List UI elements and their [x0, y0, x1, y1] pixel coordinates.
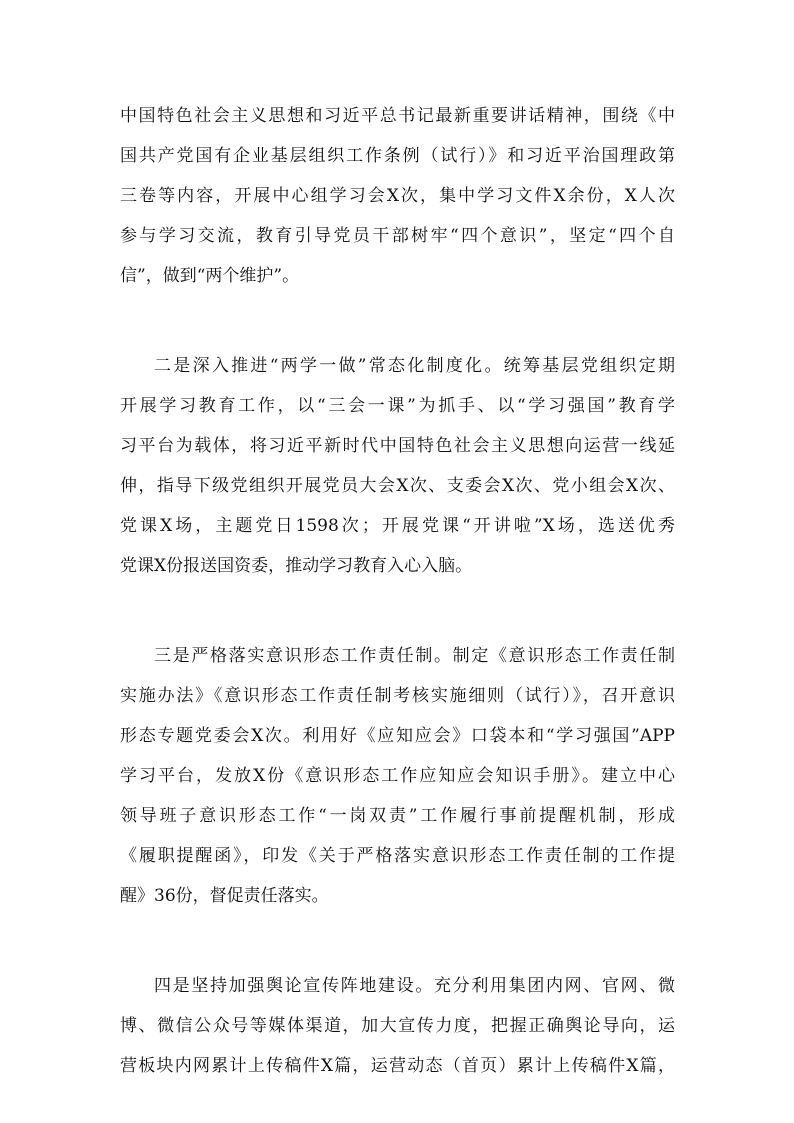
paragraph-spacer — [120, 586, 675, 636]
text-line: 三是严格落实意识形态工作责任制。制定《意识形态工作责任制 — [154, 646, 675, 666]
text-line: 参与学习交流，教育引导党员干部树牢“四个意识”，坚定“四个自 — [120, 226, 675, 246]
text-line: 信”，做到“两个维护”。 — [120, 266, 300, 286]
paragraph-ideology-responsibility — [120, 636, 675, 916]
text-line: 二是深入推进“两学一做”常态化制度化。统筹基层党组织定期 — [154, 356, 675, 376]
paragraph-spacer — [120, 916, 675, 966]
text-line: 中国特色社会主义思想和习近平总书记最新重要讲话精神，围绕《中 — [120, 106, 675, 126]
text-line: 党课X场，主题党日1598次；开展党课“开讲啦”X场，选送优秀 — [120, 516, 675, 536]
text-line: 开展学习教育工作，以“三会一课”为抓手、以“学习强国”教育学 — [120, 396, 675, 416]
text-line: 国共产党国有企业基层组织工作条例（试行）》和习近平治国理政第 — [120, 146, 675, 166]
text-line: 学习平台，发放X份《意识形态工作应知应会知识手册》。建立中心 — [120, 766, 675, 786]
text-line: 习平台为载体，将习近平新时代中国特色社会主义思想向运营一线延 — [120, 436, 675, 456]
text-line: 形态专题党委会X次。利用好《应知应会》口袋本和“学习强国”APP — [120, 726, 675, 746]
paragraph-spacer — [120, 296, 675, 346]
paragraph-two-studies — [120, 346, 675, 586]
text-line: 四是坚持加强舆论宣传阵地建设。充分利用集团内网、官网、微 — [154, 976, 675, 996]
text-line: 博、微信公众号等媒体渠道，加大宣传力度，把握正确舆论导向，运 — [120, 1016, 675, 1036]
text-line: 醒》36份，督促责任落实。 — [120, 886, 329, 906]
paragraph-media-publicity — [120, 966, 675, 1086]
text-line: 党课X份报送国资委，推动学习教育入心入脑。 — [120, 556, 473, 576]
document-body — [120, 96, 675, 1086]
text-line: 领导班子意识形态工作“一岗双责”工作履行事前提醒机制，形成 — [120, 806, 675, 826]
paragraph-study-groups — [120, 96, 675, 296]
text-line: 伸，指导下级党组织开展党员大会X次、支委会X次、党小组会X次、 — [120, 476, 675, 496]
text-line: 实施办法》《意识形态工作责任制考核实施细则（试行）》，召开意识 — [120, 686, 675, 706]
text-line: 三卷等内容，开展中心组学习会X次，集中学习文件X余份，X人次 — [120, 186, 675, 206]
text-line: 《履职提醒函》，印发《关于严格落实意识形态工作责任制的工作提 — [120, 846, 675, 866]
text-line: 营板块内网累计上传稿件X篇，运营动态（首页）累计上传稿件X篇， — [120, 1056, 675, 1076]
